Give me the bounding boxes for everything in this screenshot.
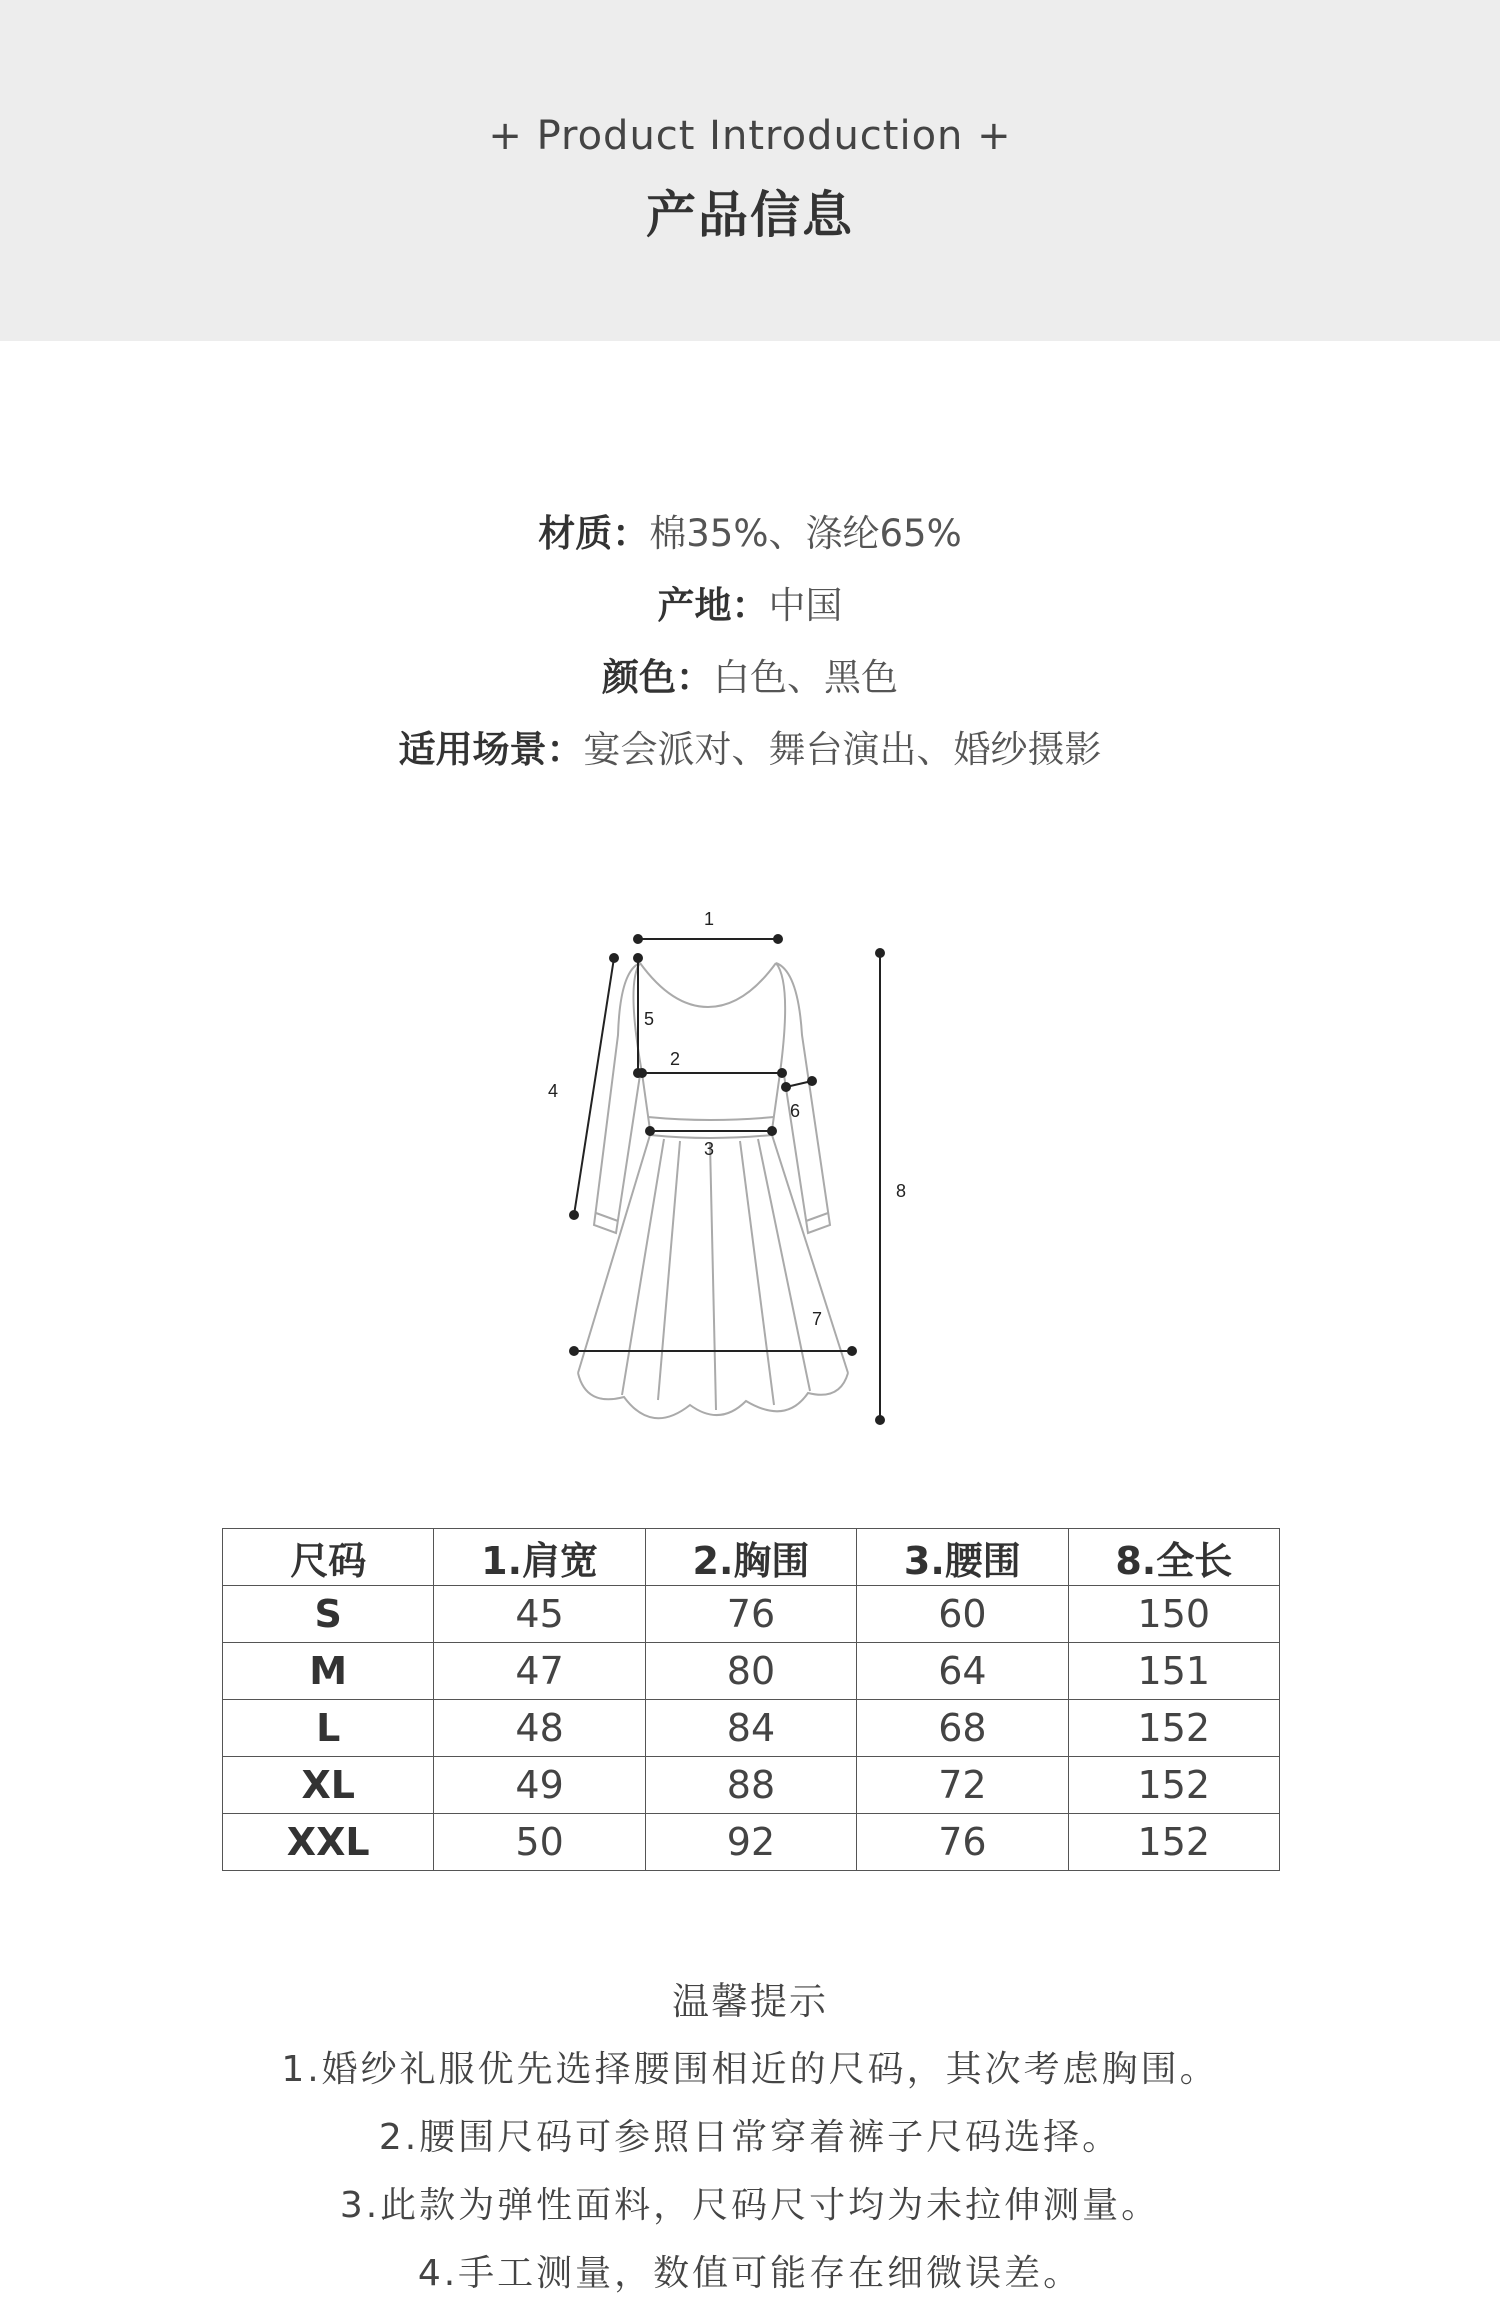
- table-cell: 88: [645, 1757, 856, 1814]
- table-row: [223, 1700, 1280, 1757]
- info-value: 宴会派对、舞台演出、婚纱摄影: [583, 728, 1102, 771]
- table-header-cell: 1.肩宽: [434, 1529, 645, 1586]
- info-value: 中国: [768, 584, 843, 627]
- measure-label-4: 4: [548, 1081, 559, 1101]
- measure-label-2: 2: [670, 1049, 681, 1069]
- tips-section: [0, 1968, 1500, 2308]
- table-cell: 48: [434, 1700, 645, 1757]
- table-cell: 60: [857, 1586, 1068, 1643]
- size-cell: M: [223, 1643, 434, 1700]
- table-cell: 152: [1068, 1700, 1279, 1757]
- measure-label-1: 1: [704, 909, 715, 929]
- table-cell: 152: [1068, 1814, 1279, 1871]
- table-cell: 151: [1068, 1643, 1279, 1700]
- table-header-cell: 2.胸围: [645, 1529, 856, 1586]
- info-occasion: [0, 714, 1500, 786]
- table-header-cell: 8.全长: [1068, 1529, 1279, 1586]
- table-cell: 45: [434, 1586, 645, 1643]
- info-label: 适用场景：: [398, 728, 584, 771]
- tip-item: 1.婚纱礼服优先选择腰围相近的尺码，其次考虑胸围。: [281, 2049, 1219, 2090]
- size-cell: S: [223, 1586, 434, 1643]
- table-cell: 64: [857, 1643, 1068, 1700]
- table-row: [223, 1757, 1280, 1814]
- info-value: 白色、黑色: [713, 656, 898, 699]
- measure-lines: [570, 935, 884, 1424]
- table-cell: 49: [434, 1757, 645, 1814]
- dress-outline: [578, 963, 848, 1418]
- info-label: 材质：: [538, 512, 650, 555]
- tips-title: 温馨提示: [672, 1980, 828, 2023]
- table-cell: 152: [1068, 1757, 1279, 1814]
- table-row: [223, 1814, 1280, 1871]
- info-label: 颜色：: [602, 656, 713, 699]
- measure-label-7: 7: [812, 1309, 823, 1329]
- dress-measurement-diagram: [540, 895, 960, 1455]
- table-cell: 80: [645, 1643, 856, 1700]
- table-row: [223, 1643, 1280, 1700]
- table-cell: 84: [645, 1700, 856, 1757]
- table-header-cell: 尺码: [223, 1529, 434, 1586]
- size-table: [222, 1528, 1280, 1871]
- info-label: 产地：: [657, 584, 769, 627]
- table-cell: 150: [1068, 1586, 1279, 1643]
- table-header-cell: 3.腰围: [857, 1529, 1068, 1586]
- product-info: [0, 498, 1500, 786]
- info-origin: [0, 570, 1500, 642]
- section-subtitle: + Product Introduction +: [488, 113, 1012, 159]
- tip-item: 2.腰围尺码可参照日常穿着裤子尺码选择。: [378, 2117, 1122, 2158]
- table-cell: 76: [645, 1586, 856, 1643]
- table-cell: 50: [434, 1814, 645, 1871]
- tip-item: 3.此款为弹性面料，尺码尺寸均为未拉伸测量。: [339, 2185, 1161, 2226]
- measure-label-5: 5: [644, 1009, 655, 1029]
- table-cell: 47: [434, 1643, 645, 1700]
- info-value: 棉35%、涤纶65%: [649, 512, 962, 555]
- info-color: [0, 642, 1500, 714]
- table-row: [223, 1586, 1280, 1643]
- header-banner: [0, 0, 1500, 341]
- info-material: [0, 498, 1500, 570]
- size-cell: XXL: [223, 1814, 434, 1871]
- section-title: 产品信息: [646, 186, 854, 244]
- measure-label-6: 6: [790, 1101, 801, 1121]
- measure-label-3: 3: [704, 1139, 715, 1159]
- tip-item: 4.手工测量，数值可能存在细微误差。: [417, 2253, 1083, 2294]
- table-cell: 72: [857, 1757, 1068, 1814]
- table-cell: 92: [645, 1814, 856, 1871]
- size-cell: L: [223, 1700, 434, 1757]
- measure-label-8: 8: [896, 1181, 907, 1201]
- table-cell: 68: [857, 1700, 1068, 1757]
- size-cell: XL: [223, 1757, 434, 1814]
- table-cell: 76: [857, 1814, 1068, 1871]
- table-header-row: [223, 1529, 1280, 1586]
